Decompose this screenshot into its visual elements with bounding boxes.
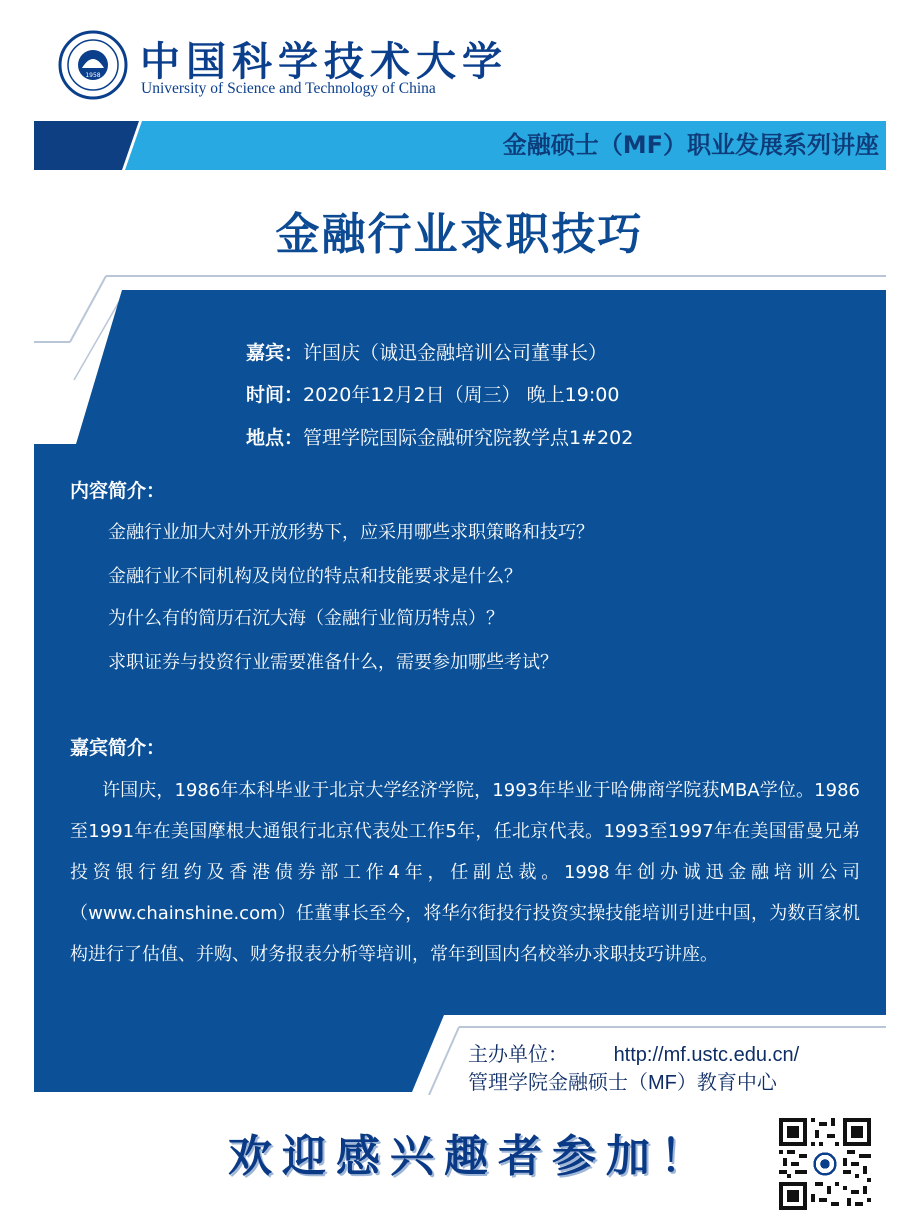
seal-year: 1958 — [85, 72, 101, 79]
content-item: 为什么有的简历石沉大海（金融行业简历特点）？ — [108, 608, 504, 629]
qr-code[interactable] — [779, 1118, 871, 1210]
bio-text: 许国庆，1986年本科毕业于北京大学经济学院，1993年毕业于哈佛商学院获MBA学位。1986至1991年在美国摩根大通银行北京代表处工作5年，任北京代表。1993至1997年在美国雷曼兄弟投资银行纽约及香港债券部工作4年，任副总裁。1998年创办诚迅金融培训公司（www.chainshine.com）任董事长至今，将华尔街投行投资实操技能培训引进中国，为数百家机构进行了估值、并购、财务报表分析等培训，常年到国内名校举办求职技巧讲座。 — [70, 780, 860, 965]
content-heading: 内容简介： — [70, 480, 166, 502]
bio-heading: 嘉宾简介： — [70, 737, 166, 759]
welcome-message: 欢迎感兴趣者参加！ — [228, 1131, 714, 1182]
page-title: 金融行业求职技巧 — [275, 209, 644, 260]
university-name-en: University of Science and Technology of China — [141, 80, 436, 97]
time-label: 时间： — [246, 384, 304, 406]
time-line — [246, 380, 619, 407]
organizer-url-link[interactable]: http://mf.ustc.edu.cn/ — [613, 1044, 800, 1066]
place-line — [246, 423, 633, 450]
series-banner-title: 金融硕士（MF）职业发展系列讲座 — [502, 131, 879, 159]
content-item: 金融行业不同机构及岗位的特点和技能要求是什么？ — [108, 566, 522, 587]
place-label: 地点： — [246, 427, 304, 449]
content-item: 求职证券与投资行业需要准备什么，需要参加哪些考试？ — [108, 652, 558, 673]
content-item: 金融行业加大对外开放形势下，应采用哪些求职策略和技巧？ — [108, 522, 594, 543]
organizer-name: 管理学院金融硕士（MF）教育中心 — [468, 1072, 777, 1094]
university-name-cn: 中国科学技术大学 — [140, 38, 508, 85]
university-seal-logo — [58, 30, 128, 100]
guest-value: 许国庆（诚迅金融培训公司董事长） — [303, 342, 608, 364]
guest-line — [246, 338, 607, 365]
organizer-line — [468, 1038, 799, 1067]
place-value: 管理学院国际金融研究院教学点1#202 — [303, 427, 634, 449]
guest-label: 嘉宾： — [246, 342, 304, 364]
organizer-label: 主办单位： — [468, 1044, 568, 1066]
time-value: 2020年12月2日（周三） 晚上19:00 — [303, 384, 620, 406]
